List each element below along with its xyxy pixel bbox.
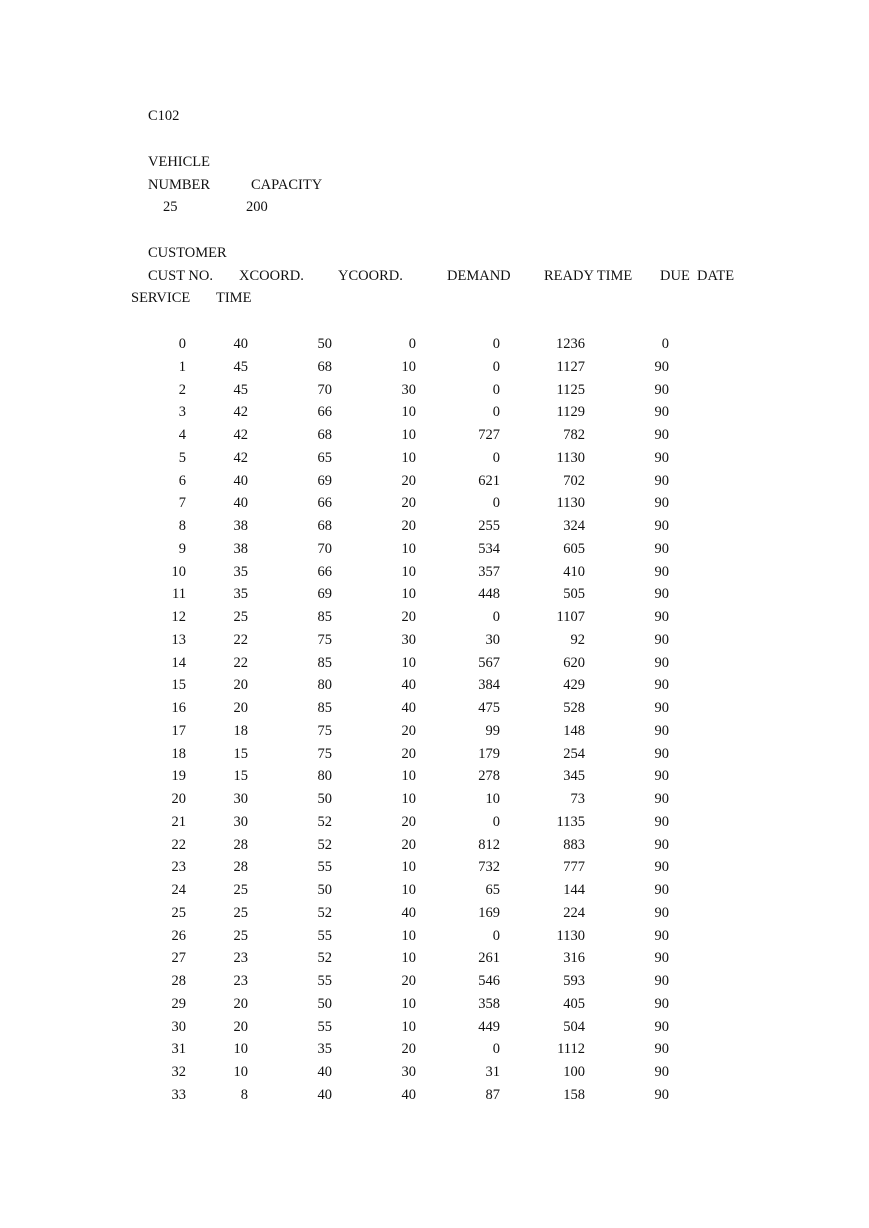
xcoord-cell: 25	[233, 904, 248, 921]
table-row	[0, 881, 869, 899]
due-date-cell: 593	[563, 973, 585, 989]
table-row	[0, 813, 869, 831]
ycoord-cell: 50	[317, 336, 332, 352]
service-time-cell: 90	[654, 609, 669, 625]
ready-time-cell: 0	[492, 381, 500, 398]
header-cust-no: CUST NO.	[148, 268, 213, 284]
ycoord-cell: 50	[317, 995, 332, 1012]
due-date-cell: 1130	[556, 495, 585, 512]
demand-cell: 40	[401, 1086, 416, 1103]
demand-cell: 30	[401, 381, 416, 398]
xcoord-cell: 42	[233, 449, 248, 466]
due-date-cell: 1130	[556, 449, 585, 466]
ycoord-cell: 68	[317, 427, 332, 443]
demand-cell: 20	[401, 472, 416, 489]
ready-time-cell: 0	[492, 358, 500, 375]
ycoord-cell: 55	[317, 927, 332, 944]
header-ready-time: READY TIME	[544, 268, 633, 284]
ready-time-cell: 0	[492, 495, 500, 512]
ready-time-cell: 255	[478, 518, 500, 534]
cust-no-cell: 12	[171, 609, 186, 625]
service-time-cell: 0	[661, 336, 669, 352]
ready-time-cell: 0	[492, 1041, 500, 1058]
vehicle-number-value: 25	[163, 199, 178, 215]
demand-cell: 20	[401, 518, 416, 534]
cust-no-cell: 3	[178, 404, 186, 421]
demand-cell: 10	[401, 449, 416, 466]
ready-time-cell: 179	[478, 745, 500, 762]
xcoord-cell: 40	[233, 472, 248, 489]
demand-cell: 20	[401, 836, 416, 853]
vehicle-section-label: VEHICLE	[148, 154, 211, 170]
table-row	[0, 449, 869, 467]
ycoord-cell: 40	[317, 1086, 332, 1103]
ycoord-cell: 52	[317, 904, 332, 921]
ready-time-cell: 0	[492, 336, 500, 352]
table-row	[0, 995, 869, 1013]
demand-cell: 10	[401, 927, 416, 944]
ycoord-cell: 35	[317, 1041, 332, 1058]
ready-time-cell: 65	[485, 882, 500, 898]
service-time-cell: 90	[654, 381, 669, 398]
xcoord-cell: 8	[240, 1086, 248, 1103]
table-row	[0, 631, 869, 649]
due-date-cell: 1127	[556, 358, 585, 375]
xcoord-cell: 28	[233, 836, 248, 853]
ready-time-cell: 169	[478, 904, 500, 921]
due-date-cell: 702	[563, 472, 585, 489]
demand-cell: 10	[401, 859, 416, 876]
customer-section-label: CUSTOMER	[148, 245, 227, 261]
demand-cell: 10	[401, 768, 416, 785]
demand-cell: 40	[401, 677, 416, 694]
cust-no-cell: 18	[171, 745, 186, 762]
cust-no-cell: 8	[178, 518, 186, 534]
cust-no-cell: 15	[171, 677, 186, 694]
demand-cell: 10	[401, 358, 416, 375]
cust-no-cell: 19	[171, 768, 186, 785]
demand-cell: 10	[401, 995, 416, 1012]
ready-time-cell: 261	[478, 950, 500, 967]
ready-time-cell: 621	[478, 472, 500, 489]
ready-time-cell: 0	[492, 609, 500, 625]
ycoord-cell: 65	[317, 449, 332, 466]
service-time-cell: 90	[654, 358, 669, 375]
due-date-cell: 1135	[556, 813, 585, 830]
demand-cell: 10	[401, 540, 416, 557]
due-date-cell: 73	[570, 791, 585, 807]
due-date-cell: 1130	[556, 927, 585, 944]
cust-no-cell: 10	[171, 563, 186, 580]
service-time-cell: 90	[654, 995, 669, 1012]
demand-cell: 20	[401, 973, 416, 989]
demand-cell: 10	[401, 1018, 416, 1035]
xcoord-cell: 38	[233, 540, 248, 557]
ycoord-cell: 70	[317, 381, 332, 398]
due-date-cell: 405	[563, 995, 585, 1012]
table-row	[0, 540, 869, 558]
service-time-cell: 90	[654, 768, 669, 785]
ycoord-cell: 50	[317, 791, 332, 807]
cust-no-cell: 9	[178, 540, 186, 557]
ready-time-cell: 812	[478, 836, 500, 853]
xcoord-cell: 30	[233, 813, 248, 830]
due-date-cell: 148	[563, 722, 585, 739]
ycoord-cell: 50	[317, 882, 332, 898]
xcoord-cell: 25	[233, 927, 248, 944]
table-row	[0, 426, 869, 444]
ycoord-cell: 75	[317, 631, 332, 648]
cust-no-cell: 2	[178, 381, 186, 398]
cust-no-cell: 23	[171, 859, 186, 876]
due-date-cell: 224	[563, 904, 585, 921]
cust-no-cell: 14	[171, 654, 186, 671]
xcoord-cell: 25	[233, 609, 248, 625]
service-time-cell: 90	[654, 518, 669, 534]
cust-no-cell: 28	[171, 973, 186, 989]
due-date-cell: 1112	[557, 1041, 585, 1058]
due-date-cell: 1125	[556, 381, 585, 398]
xcoord-cell: 23	[233, 973, 248, 989]
ycoord-cell: 75	[317, 722, 332, 739]
ready-time-cell: 0	[492, 813, 500, 830]
demand-cell: 40	[401, 700, 416, 716]
header-due-date: DUE DATE	[660, 268, 735, 284]
ready-time-cell: 358	[478, 995, 500, 1012]
service-time-cell: 90	[654, 927, 669, 944]
table-row	[0, 767, 869, 785]
cust-no-cell: 7	[178, 495, 186, 512]
due-date-cell: 883	[563, 836, 585, 853]
service-time-cell: 90	[654, 472, 669, 489]
table-row	[0, 858, 869, 876]
cust-no-cell: 30	[171, 1018, 186, 1035]
demand-cell: 20	[401, 722, 416, 739]
ready-time-cell: 30	[485, 631, 500, 648]
service-time-cell: 90	[654, 904, 669, 921]
ready-time-cell: 448	[478, 586, 500, 603]
xcoord-cell: 22	[233, 654, 248, 671]
demand-cell: 10	[401, 427, 416, 443]
xcoord-cell: 28	[233, 859, 248, 876]
due-date-cell: 505	[563, 586, 585, 603]
demand-cell: 0	[408, 336, 416, 352]
ready-time-cell: 99	[485, 722, 500, 739]
ycoord-cell: 80	[317, 768, 332, 785]
ycoord-cell: 66	[317, 404, 332, 421]
ycoord-cell: 66	[317, 495, 332, 512]
cust-no-cell: 16	[171, 700, 186, 716]
demand-cell: 10	[401, 404, 416, 421]
due-date-cell: 1107	[556, 609, 585, 625]
demand-cell: 20	[401, 609, 416, 625]
demand-cell: 20	[401, 1041, 416, 1058]
ready-time-cell: 87	[485, 1086, 500, 1103]
table-row	[0, 949, 869, 967]
ycoord-cell: 52	[317, 836, 332, 853]
xcoord-cell: 20	[233, 1018, 248, 1035]
service-time-cell: 90	[654, 791, 669, 807]
table-row	[0, 676, 869, 694]
table-row	[0, 472, 869, 490]
service-time-cell: 90	[654, 563, 669, 580]
ycoord-cell: 85	[317, 700, 332, 716]
service-time-cell: 90	[654, 813, 669, 830]
service-time-cell: 90	[654, 449, 669, 466]
demand-cell: 20	[401, 495, 416, 512]
cust-no-cell: 1	[178, 358, 186, 375]
ready-time-cell: 10	[485, 791, 500, 807]
xcoord-cell: 40	[233, 495, 248, 512]
table-row	[0, 699, 869, 717]
ready-time-cell: 384	[478, 677, 500, 694]
xcoord-cell: 18	[233, 722, 248, 739]
ycoord-cell: 75	[317, 745, 332, 762]
ready-time-cell: 534	[478, 540, 500, 557]
service-time-cell: 90	[654, 677, 669, 694]
due-date-cell: 316	[563, 950, 585, 967]
cust-no-cell: 11	[172, 586, 186, 603]
cust-no-cell: 13	[171, 631, 186, 648]
cust-no-cell: 27	[171, 950, 186, 967]
service-time-cell: 90	[654, 1018, 669, 1035]
cust-no-cell: 22	[171, 836, 186, 853]
service-time-cell: 90	[654, 586, 669, 603]
xcoord-cell: 22	[233, 631, 248, 648]
header-service: SERVICE	[131, 290, 191, 306]
service-time-cell: 90	[654, 882, 669, 898]
service-time-cell: 90	[654, 1064, 669, 1080]
cust-no-cell: 20	[171, 791, 186, 807]
cust-no-cell: 6	[178, 472, 186, 489]
table-row	[0, 836, 869, 854]
table-row	[0, 403, 869, 421]
ready-time-cell: 31	[485, 1064, 500, 1080]
demand-cell: 20	[401, 745, 416, 762]
due-date-cell: 144	[563, 882, 585, 898]
ready-time-cell: 357	[478, 563, 500, 580]
service-time-cell: 90	[654, 973, 669, 989]
due-date-cell: 605	[563, 540, 585, 557]
xcoord-cell: 38	[233, 518, 248, 534]
xcoord-cell: 23	[233, 950, 248, 967]
demand-cell: 10	[401, 586, 416, 603]
ready-time-cell: 546	[478, 973, 500, 989]
due-date-cell: 782	[563, 427, 585, 443]
demand-cell: 10	[401, 563, 416, 580]
table-row	[0, 745, 869, 763]
xcoord-cell: 35	[233, 586, 248, 603]
xcoord-cell: 15	[233, 768, 248, 785]
due-date-cell: 1129	[556, 404, 585, 421]
service-time-cell: 90	[654, 700, 669, 716]
cust-no-cell: 26	[171, 927, 186, 944]
ycoord-cell: 68	[317, 518, 332, 534]
table-row	[0, 1040, 869, 1058]
due-date-cell: 777	[563, 859, 585, 876]
service-time-cell: 90	[654, 631, 669, 648]
ycoord-cell: 40	[317, 1064, 332, 1080]
service-time-cell: 90	[654, 836, 669, 853]
xcoord-cell: 45	[233, 381, 248, 398]
due-date-cell: 504	[563, 1018, 585, 1035]
table-row	[0, 517, 869, 535]
due-date-cell: 410	[563, 563, 585, 580]
table-row	[0, 585, 869, 603]
ycoord-cell: 80	[317, 677, 332, 694]
xcoord-cell: 15	[233, 745, 248, 762]
xcoord-cell: 20	[233, 677, 248, 694]
due-date-cell: 100	[563, 1064, 585, 1080]
due-date-cell: 528	[563, 700, 585, 716]
header-ycoord: YCOORD.	[338, 268, 403, 284]
cust-no-cell: 24	[171, 882, 186, 898]
xcoord-cell: 20	[233, 995, 248, 1012]
xcoord-cell: 42	[233, 404, 248, 421]
xcoord-cell: 45	[233, 358, 248, 375]
table-row	[0, 494, 869, 512]
xcoord-cell: 40	[233, 336, 248, 352]
demand-cell: 10	[401, 791, 416, 807]
xcoord-cell: 42	[233, 427, 248, 443]
xcoord-cell: 30	[233, 791, 248, 807]
service-time-cell: 90	[654, 427, 669, 443]
ycoord-cell: 69	[317, 586, 332, 603]
ycoord-cell: 55	[317, 973, 332, 989]
table-row	[0, 1018, 869, 1036]
service-time-cell: 90	[654, 1086, 669, 1103]
service-time-cell: 90	[654, 745, 669, 762]
service-time-cell: 90	[654, 540, 669, 557]
service-time-cell: 90	[654, 859, 669, 876]
cust-no-cell: 17	[171, 722, 186, 739]
table-row	[0, 927, 869, 945]
due-date-cell: 1236	[556, 336, 585, 352]
vehicle-number-header: NUMBER	[148, 177, 211, 193]
ycoord-cell: 66	[317, 563, 332, 580]
ready-time-cell: 567	[478, 654, 500, 671]
cust-no-cell: 0	[178, 336, 186, 352]
service-time-cell: 90	[654, 404, 669, 421]
ycoord-cell: 52	[317, 813, 332, 830]
service-time-cell: 90	[654, 654, 669, 671]
ycoord-cell: 55	[317, 1018, 332, 1035]
table-row	[0, 654, 869, 672]
ycoord-cell: 85	[317, 609, 332, 625]
table-row	[0, 563, 869, 581]
ycoord-cell: 70	[317, 540, 332, 557]
header-demand: DEMAND	[447, 268, 511, 284]
ycoord-cell: 85	[317, 654, 332, 671]
demand-cell: 20	[401, 813, 416, 830]
header-xcoord: XCOORD.	[239, 268, 304, 284]
due-date-cell: 158	[563, 1086, 585, 1103]
ycoord-cell: 68	[317, 358, 332, 375]
table-row	[0, 608, 869, 626]
ycoord-cell: 55	[317, 859, 332, 876]
ready-time-cell: 727	[478, 427, 500, 443]
due-date-cell: 620	[563, 654, 585, 671]
cust-no-cell: 4	[178, 427, 186, 443]
table-row	[0, 904, 869, 922]
xcoord-cell: 35	[233, 563, 248, 580]
demand-cell: 10	[401, 950, 416, 967]
cust-no-cell: 31	[171, 1041, 186, 1058]
demand-cell: 30	[401, 631, 416, 648]
demand-cell: 10	[401, 882, 416, 898]
table-row	[0, 335, 869, 353]
xcoord-cell: 10	[233, 1064, 248, 1080]
ready-time-cell: 732	[478, 859, 500, 876]
xcoord-cell: 10	[233, 1041, 248, 1058]
header-time: TIME	[216, 290, 252, 306]
service-time-cell: 90	[654, 1041, 669, 1058]
xcoord-cell: 20	[233, 700, 248, 716]
table-row	[0, 790, 869, 808]
cust-no-cell: 29	[171, 995, 186, 1012]
cust-no-cell: 21	[171, 813, 186, 830]
vehicle-capacity-value: 200	[246, 199, 268, 215]
service-time-cell: 90	[654, 495, 669, 512]
cust-no-cell: 25	[171, 904, 186, 921]
table-row	[0, 1086, 869, 1104]
ready-time-cell: 475	[478, 700, 500, 716]
table-row	[0, 381, 869, 399]
demand-cell: 10	[401, 654, 416, 671]
ycoord-cell: 52	[317, 950, 332, 967]
service-time-cell: 90	[654, 722, 669, 739]
demand-cell: 40	[401, 904, 416, 921]
table-row	[0, 972, 869, 990]
service-time-cell: 90	[654, 950, 669, 967]
cust-no-cell: 33	[171, 1086, 186, 1103]
due-date-cell: 324	[563, 518, 585, 534]
ready-time-cell: 0	[492, 449, 500, 466]
due-date-cell: 92	[570, 631, 585, 648]
ycoord-cell: 69	[317, 472, 332, 489]
table-row	[0, 722, 869, 740]
ready-time-cell: 0	[492, 404, 500, 421]
cust-no-cell: 32	[171, 1064, 186, 1080]
table-row	[0, 1063, 869, 1081]
vehicle-capacity-header: CAPACITY	[251, 177, 323, 193]
due-date-cell: 429	[563, 677, 585, 694]
due-date-cell: 254	[563, 745, 585, 762]
due-date-cell: 345	[563, 768, 585, 785]
ready-time-cell: 278	[478, 768, 500, 785]
instance-name: C102	[148, 108, 180, 124]
ready-time-cell: 0	[492, 927, 500, 944]
cust-no-cell: 5	[178, 449, 186, 466]
table-row	[0, 358, 869, 376]
demand-cell: 30	[401, 1064, 416, 1080]
ready-time-cell: 449	[478, 1018, 500, 1035]
xcoord-cell: 25	[233, 882, 248, 898]
